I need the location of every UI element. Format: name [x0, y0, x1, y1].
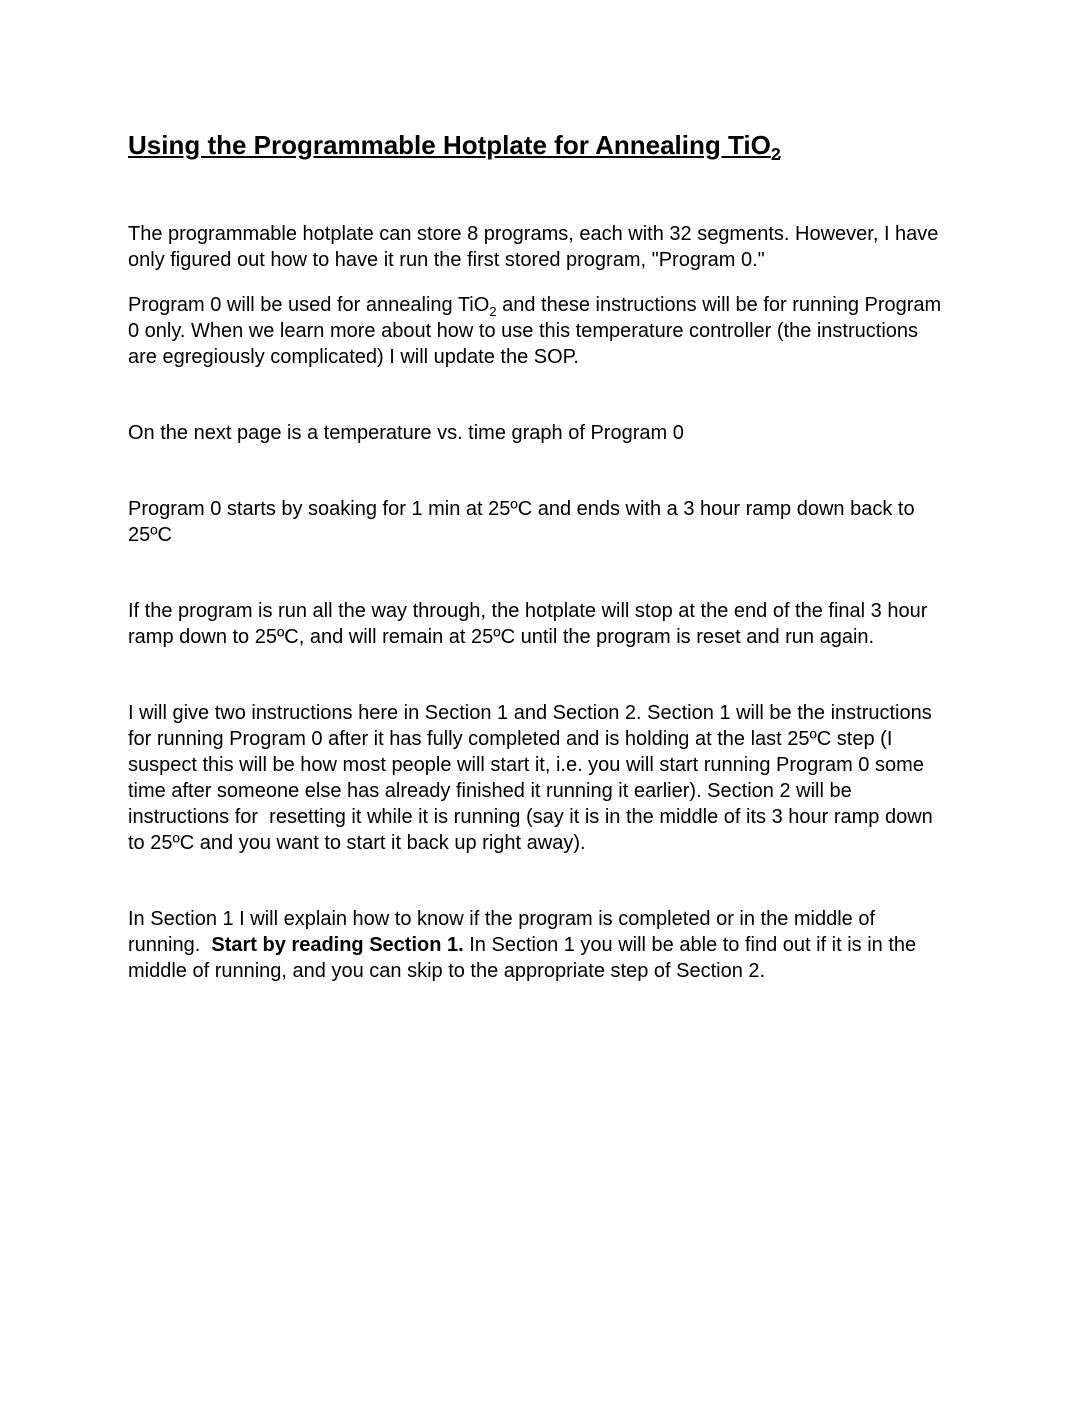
- paragraph-sections-overview: [128, 700, 948, 856]
- paragraph-text: Program 0 starts by soaking for 1 min at 25ºC and ends with a 3 hour ramp down back to 25ºC: [128, 498, 921, 546]
- paragraph-text: I will give two instructions here in Section 1 and Section 2. Section 1 will be the instructions for running Program 0 after it has fully completed and is holding at the last 25ºC step (I suspect this will be how most people will start it, i.e. you will start running Program 0 some time after someone else has already finished it running it earlier). Section 2 will be instructions for resetting it while it is running (say it is in the middle of its 3 hour ramp down to 25ºC and you want to start it back up right away).: [128, 702, 939, 854]
- paragraph-text: On the next page is a temperature vs. time graph of Program 0: [128, 422, 684, 444]
- paragraph-text: If the program is run all the way through, the hotplate will stop at the end of the final 3 hour ramp down to 25ºC, and will remain at 25ºC until the program is reset and run again.: [128, 600, 933, 648]
- document-title: [128, 130, 948, 165]
- paragraph-text: In Section 1 I will explain how to know if the program is completed or in the middle of running.: [128, 908, 881, 956]
- paragraph-intro-capabilities: [128, 221, 948, 273]
- paragraph-program0-profile: [128, 496, 948, 548]
- document-title-subscript: 2: [770, 144, 781, 165]
- start-by-reading-bold-text: Start by reading Section 1.: [211, 934, 464, 956]
- paragraph-program0-annealing: [128, 292, 948, 370]
- tio2-subscript: 2: [489, 304, 497, 319]
- paragraph-text: and these instructions will be for running Program 0 only. When we learn more about how to use this temperature controller (the instructions are egregiously complicated) I will update the SOP.: [128, 294, 947, 368]
- paragraph-graph-note: [128, 420, 948, 446]
- paragraph-text: In Section 1 you will be able to find out if it is in the middle of running, and you can skip to the appropriate step of Section 2.: [128, 934, 922, 982]
- paragraph-section1-guidance: [128, 906, 948, 984]
- paragraph-run-through-behavior: [128, 598, 948, 650]
- paragraph-text: The programmable hotplate can store 8 programs, each with 32 segments. However, I have only figured out how to have it run the first stored program, "Program 0.": [128, 223, 944, 271]
- document-title-text: Using the Programmable Hotplate for Annealing TiO: [128, 130, 771, 160]
- paragraph-text: Program 0 will be used for annealing TiO: [128, 294, 490, 316]
